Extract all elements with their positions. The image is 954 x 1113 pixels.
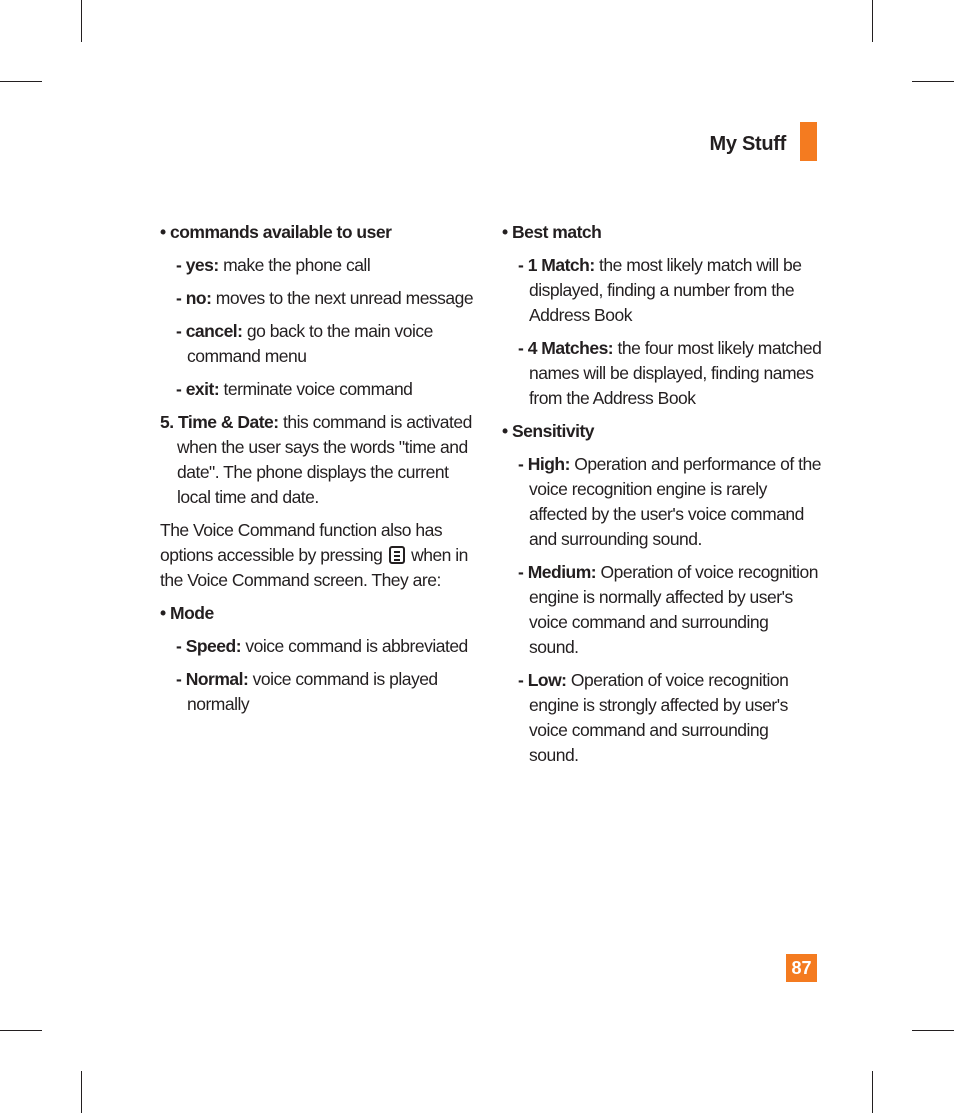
command-item-cancel: - cancel: go back to the main voice command menu bbox=[176, 321, 433, 366]
mode-item-normal: - Normal: voice command is played normally bbox=[176, 669, 438, 714]
mode-heading: • Mode bbox=[160, 603, 214, 623]
crop-mark bbox=[872, 1071, 873, 1113]
best-match-heading: • Best match bbox=[502, 222, 602, 242]
sensitivity-heading: • Sensitivity bbox=[502, 421, 595, 441]
right-column bbox=[502, 220, 822, 776]
crop-mark bbox=[0, 1030, 42, 1031]
section-tab-marker bbox=[800, 122, 817, 161]
mode-item-speed: - Speed: voice command is abbreviated bbox=[176, 636, 468, 656]
command-item-yes: - yes: make the phone call bbox=[176, 255, 371, 275]
best-match-item-4: - 4 Matches: the four most likely matched names will be displayed, finding names from the Address Book bbox=[518, 338, 822, 408]
sensitivity-item-medium: - Medium: Operation of voice recognition engine is normally affected by user's voice command and surrounding sound. bbox=[518, 562, 819, 657]
sensitivity-item-low: - Low: Operation of voice recognition engine is strongly affected by user's voice command and surrounding sound. bbox=[518, 670, 789, 765]
time-date-item: 5. Time & Date: this command is activated when the user says the words "time and date". The phone displays the current local time and date. bbox=[160, 412, 472, 507]
best-match-item-1: - 1 Match: the most likely match will be displayed, finding a number from the Address Book bbox=[518, 255, 802, 325]
command-item-no: - no: moves to the next unread message bbox=[176, 288, 474, 308]
crop-mark bbox=[0, 81, 42, 82]
command-item-exit: - exit: terminate voice command bbox=[176, 379, 413, 399]
page-number: 87 bbox=[786, 954, 817, 982]
crop-mark bbox=[81, 0, 82, 42]
crop-mark bbox=[81, 1071, 82, 1113]
commands-heading: • commands available to user bbox=[160, 222, 392, 242]
sensitivity-item-high: - High: Operation and performance of the voice recognition engine is rarely affected by the user's voice command and surrounding sound. bbox=[518, 454, 821, 549]
crop-mark bbox=[912, 81, 954, 82]
menu-key-icon bbox=[389, 546, 405, 564]
section-title: My Stuff bbox=[709, 133, 786, 155]
options-paragraph: The Voice Command function also has options accessible by pressing when in the Voice Command screen. They are: bbox=[160, 520, 468, 590]
left-column bbox=[160, 220, 478, 725]
crop-mark bbox=[912, 1030, 954, 1031]
crop-mark bbox=[872, 0, 873, 42]
